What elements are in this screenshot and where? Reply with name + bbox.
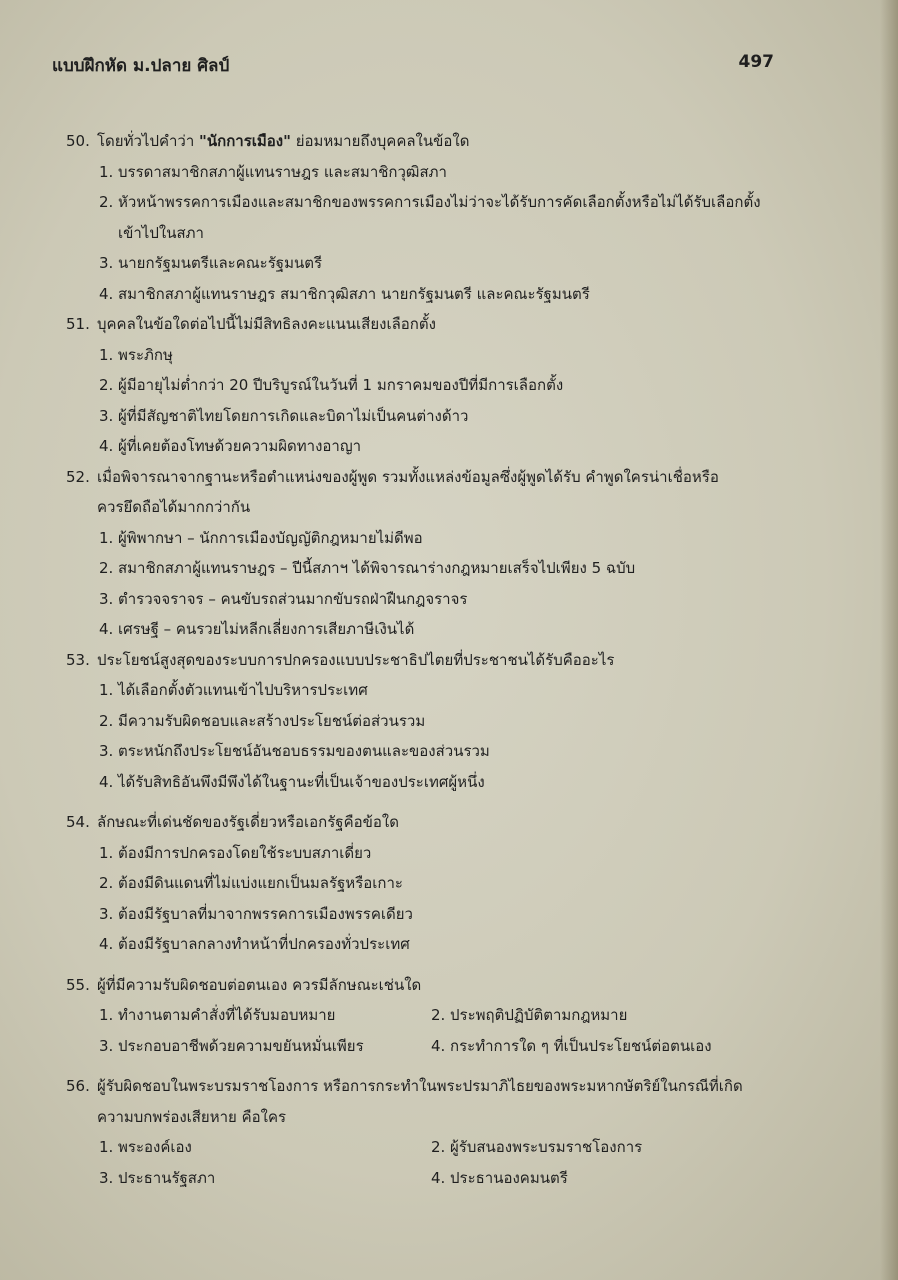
question-text: บุคคลในข้อใดต่อไปนี้ไม่มีสิทธิลงคะแนนเสียงเลือกตั้ง bbox=[97, 315, 436, 333]
option-text: ประธานองคมนตรี bbox=[450, 1168, 568, 1187]
question-text: ผู้รับผิดชอบในพระบรมราชโองการ หรือการกระทำในพระปรมาภิไธยของพระมหากษัตริย์ในกรณีที่เกิด bbox=[97, 1077, 743, 1095]
option-text: สมาชิกสภาผู้แทนราษฎร – ปีนี้สภาฯ ได้พิจารณาร่างกฎหมายเสร็จไปเพียง 5 ฉบับ bbox=[118, 559, 636, 577]
option-text: ต้องมีรัฐบาลที่มาจากพรรคการเมืองพรรคเดียว bbox=[118, 904, 413, 923]
option-text: ทำงานตามคำสั่งที่ได้รับมอบหมาย bbox=[118, 1006, 336, 1024]
option-text: พระองค์เอง bbox=[118, 1138, 192, 1156]
option-text: ประกอบอาชีพด้วยความขยันหมั่นเพียร bbox=[118, 1036, 364, 1055]
option-text: สมาชิกสภาผู้แทนราษฎร สมาชิกวุฒิสภา นายกรัฐมนตรี และคณะรัฐมนตรี bbox=[118, 284, 590, 303]
option-text: ผู้พิพากษา – นักการเมืองบัญญัติกฎหมายไม่ดีพอ bbox=[118, 528, 423, 547]
option-text: ตระหนักถึงประโยชน์อันชอบธรรมของตนและของส่วนรวม bbox=[118, 742, 490, 760]
question-56 bbox=[66, 1071, 778, 1193]
option-text: ตำรวจจราจร – คนขับรถส่วนมากขับรถฝ่าฝืนกฎจราจร bbox=[118, 589, 468, 608]
question-text: เมื่อพิจารณาจากฐานะหรือตำแหน่งของผู้พูด รวมทั้งแหล่งข้อมูลซึ่งผู้พูดได้รับ คำพูดใครน่าเชื่อหรือ bbox=[97, 467, 719, 486]
option-item: 4. กระทำการใด ๆ ที่เป็นประโยชน์ต่อตนเอง bbox=[431, 1031, 778, 1062]
question-text: ผู้ที่มีความรับผิดชอบต่อตนเอง ควรมีลักษณะเช่นใด bbox=[97, 975, 422, 994]
option-item: 3. ผู้ที่มีสัญชาติไทยโดยการเกิดและบิดาไม่เป็นคนต่างด้าว bbox=[66, 401, 778, 432]
option-text: เศรษฐี – คนรวยไม่หลีกเลี่ยงการเสียภาษีเงินได้ bbox=[118, 620, 415, 638]
option-item: 4. ได้รับสิทธิอันพึงมีพึงได้ในฐานะที่เป็นเจ้าของประเทศผู้หนึ่ง bbox=[66, 767, 778, 798]
option-text: ต้องมีรัฐบาลกลางทำหน้าที่ปกครองทั่วประเทศ bbox=[118, 935, 410, 953]
option-item: 3. ประกอบอาชีพด้วยความขยันหมั่นเพียร bbox=[66, 1031, 431, 1062]
question-emphasis: "นักการเมือง" bbox=[199, 132, 291, 150]
option-text: กระทำการใด ๆ ที่เป็นประโยชน์ต่อตนเอง bbox=[450, 1036, 712, 1055]
question-number: 50. bbox=[66, 132, 90, 150]
page-number: 497 bbox=[738, 52, 774, 72]
option-text: ได้เลือกตั้งตัวแทนเข้าไปบริหารประเทศ bbox=[118, 681, 368, 699]
question-number: 55. bbox=[66, 975, 90, 994]
option-item: 1. พระองค์เอง bbox=[66, 1132, 431, 1163]
question-text-continuation: ความบกพร่องเสียหาย คือใคร bbox=[97, 1107, 287, 1126]
option-row bbox=[66, 1031, 778, 1062]
option-text: หัวหน้าพรรคการเมืองและสมาชิกของพรรคการเมืองไม่ว่าจะได้รับการคัดเลือกตั้งหรือไม่ได้รับเลือกตั้ง bbox=[118, 193, 761, 211]
option-item: 2. มีความรับผิดชอบและสร้างประโยชน์ต่อส่วนรวม bbox=[66, 706, 778, 737]
option-item: 1. พระภิกษุ bbox=[66, 340, 778, 371]
question-55 bbox=[66, 970, 778, 1062]
option-item: 1. ผู้พิพากษา – นักการเมืองบัญญัติกฎหมายไม่ดีพอ bbox=[66, 523, 778, 554]
option-item: 4. ประธานองคมนตรี bbox=[431, 1163, 778, 1194]
question-number: 53. bbox=[66, 650, 90, 669]
question-list bbox=[66, 126, 778, 1193]
question-text: โดยทั่วไปคำว่า "นักการเมือง" ย่อมหมายถึงบุคคลในข้อใด bbox=[97, 132, 470, 150]
option-item: 2. ผู้รับสนองพระบรมราชโองการ bbox=[431, 1132, 778, 1163]
header-title: แบบฝึกหัด ม.ปลาย ศิลป์ bbox=[52, 56, 230, 76]
option-text: นายกรัฐมนตรีและคณะรัฐมนตรี bbox=[118, 254, 323, 272]
option-row bbox=[66, 1000, 778, 1031]
question-number: 52. bbox=[66, 467, 90, 486]
option-item: 3. ต้องมีรัฐบาลที่มาจากพรรคการเมืองพรรคเดียว bbox=[66, 899, 778, 930]
option-item-continuation bbox=[66, 218, 778, 249]
option-text: ผู้รับสนองพระบรมราชโองการ bbox=[450, 1138, 643, 1156]
option-text: ต้องมีดินแดนที่ไม่แบ่งแยกเป็นมลรัฐหรือเกาะ bbox=[118, 874, 403, 892]
question-number: 56. bbox=[66, 1077, 90, 1095]
option-item: 3. ตระหนักถึงประโยชน์อันชอบธรรมของตนและของส่วนรวม bbox=[66, 736, 778, 767]
page-edge-shadow bbox=[880, 0, 898, 1280]
question-number: 54. bbox=[66, 813, 90, 831]
option-item: 1. บรรดาสมาชิกสภาผู้แทนราษฎร และสมาชิกวุฒิสภา bbox=[66, 157, 778, 188]
question-52 bbox=[66, 462, 778, 645]
question-50 bbox=[66, 126, 778, 309]
option-text: ประธานรัฐสภา bbox=[118, 1168, 216, 1187]
question-number: 51. bbox=[66, 315, 90, 333]
option-item: 2. สมาชิกสภาผู้แทนราษฎร – ปีนี้สภาฯ ได้พิจารณาร่างกฎหมายเสร็จไปเพียง 5 ฉบับ bbox=[66, 553, 778, 584]
option-text: ได้รับสิทธิอันพึงมีพึงได้ในฐานะที่เป็นเจ้าของประเทศผู้หนึ่ง bbox=[118, 772, 485, 791]
option-item: 1. ทำงานตามคำสั่งที่ได้รับมอบหมาย bbox=[66, 1000, 431, 1031]
option-row bbox=[66, 1163, 778, 1194]
option-text: เข้าไปในสภา bbox=[118, 223, 204, 242]
question-53 bbox=[66, 645, 778, 798]
option-text: ผู้ที่มีสัญชาติไทยโดยการเกิดและบิดาไม่เป็นคนต่างด้าว bbox=[118, 406, 469, 425]
option-item: 1. ต้องมีการปกครองโดยใช้ระบบสภาเดี่ยว bbox=[66, 838, 778, 869]
option-text: มีความรับผิดชอบและสร้างประโยชน์ต่อส่วนรวม bbox=[118, 711, 426, 730]
option-text: ผู้ที่เคยต้องโทษด้วยความผิดทางอาญา bbox=[118, 437, 362, 455]
question-text: ลักษณะที่เด่นชัดของรัฐเดี่ยวหรือเอกรัฐคือข้อใด bbox=[97, 813, 399, 831]
option-item: 3. ตำรวจจราจร – คนขับรถส่วนมากขับรถฝ่าฝืนกฎจราจร bbox=[66, 584, 778, 615]
question-54 bbox=[66, 807, 778, 960]
option-item: 2. ต้องมีดินแดนที่ไม่แบ่งแยกเป็นมลรัฐหรือเกาะ bbox=[66, 868, 778, 899]
option-item: 3. นายกรัฐมนตรีและคณะรัฐมนตรี bbox=[66, 248, 778, 279]
option-item: 4. ต้องมีรัฐบาลกลางทำหน้าที่ปกครองทั่วประเทศ bbox=[66, 929, 778, 960]
option-item: 4. สมาชิกสภาผู้แทนราษฎร สมาชิกวุฒิสภา นายกรัฐมนตรี และคณะรัฐมนตรี bbox=[66, 279, 778, 310]
question-51 bbox=[66, 309, 778, 462]
option-item: 2. หัวหน้าพรรคการเมืองและสมาชิกของพรรคการเมืองไม่ว่าจะได้รับการคัดเลือกตั้งหรือไม่ได้รับเลือกตั้ง bbox=[66, 187, 778, 218]
option-text: พระภิกษุ bbox=[118, 345, 173, 364]
option-item: 4. เศรษฐี – คนรวยไม่หลีกเลี่ยงการเสียภาษีเงินได้ bbox=[66, 614, 778, 645]
page-header bbox=[52, 52, 774, 82]
option-item: 2. ผู้มีอายุไม่ต่ำกว่า 20 ปีบริบูรณ์ในวันที่ 1 มกราคมของปีที่มีการเลือกตั้ง bbox=[66, 370, 778, 401]
option-item: 2. ประพฤติปฏิบัติตามกฎหมาย bbox=[431, 1000, 778, 1031]
question-text-continuation: ควรยึดถือได้มากกว่ากัน bbox=[97, 498, 251, 516]
option-item: 4. ผู้ที่เคยต้องโทษด้วยความผิดทางอาญา bbox=[66, 431, 778, 462]
option-item: 1. ได้เลือกตั้งตัวแทนเข้าไปบริหารประเทศ bbox=[66, 675, 778, 706]
option-row bbox=[66, 1132, 778, 1163]
option-text: บรรดาสมาชิกสภาผู้แทนราษฎร และสมาชิกวุฒิสภา bbox=[118, 162, 447, 181]
option-item: 3. ประธานรัฐสภา bbox=[66, 1163, 431, 1194]
question-text: ประโยชน์สูงสุดของระบบการปกครองแบบประชาธิปไตยที่ประชาชนได้รับคืออะไร bbox=[97, 650, 615, 669]
option-text: ผู้มีอายุไม่ต่ำกว่า 20 ปีบริบูรณ์ในวันที่ 1 มกราคมของปีที่มีการเลือกตั้ง bbox=[118, 376, 564, 394]
option-text: ประพฤติปฏิบัติตามกฎหมาย bbox=[450, 1006, 628, 1024]
option-text: ต้องมีการปกครองโดยใช้ระบบสภาเดี่ยว bbox=[118, 843, 372, 862]
